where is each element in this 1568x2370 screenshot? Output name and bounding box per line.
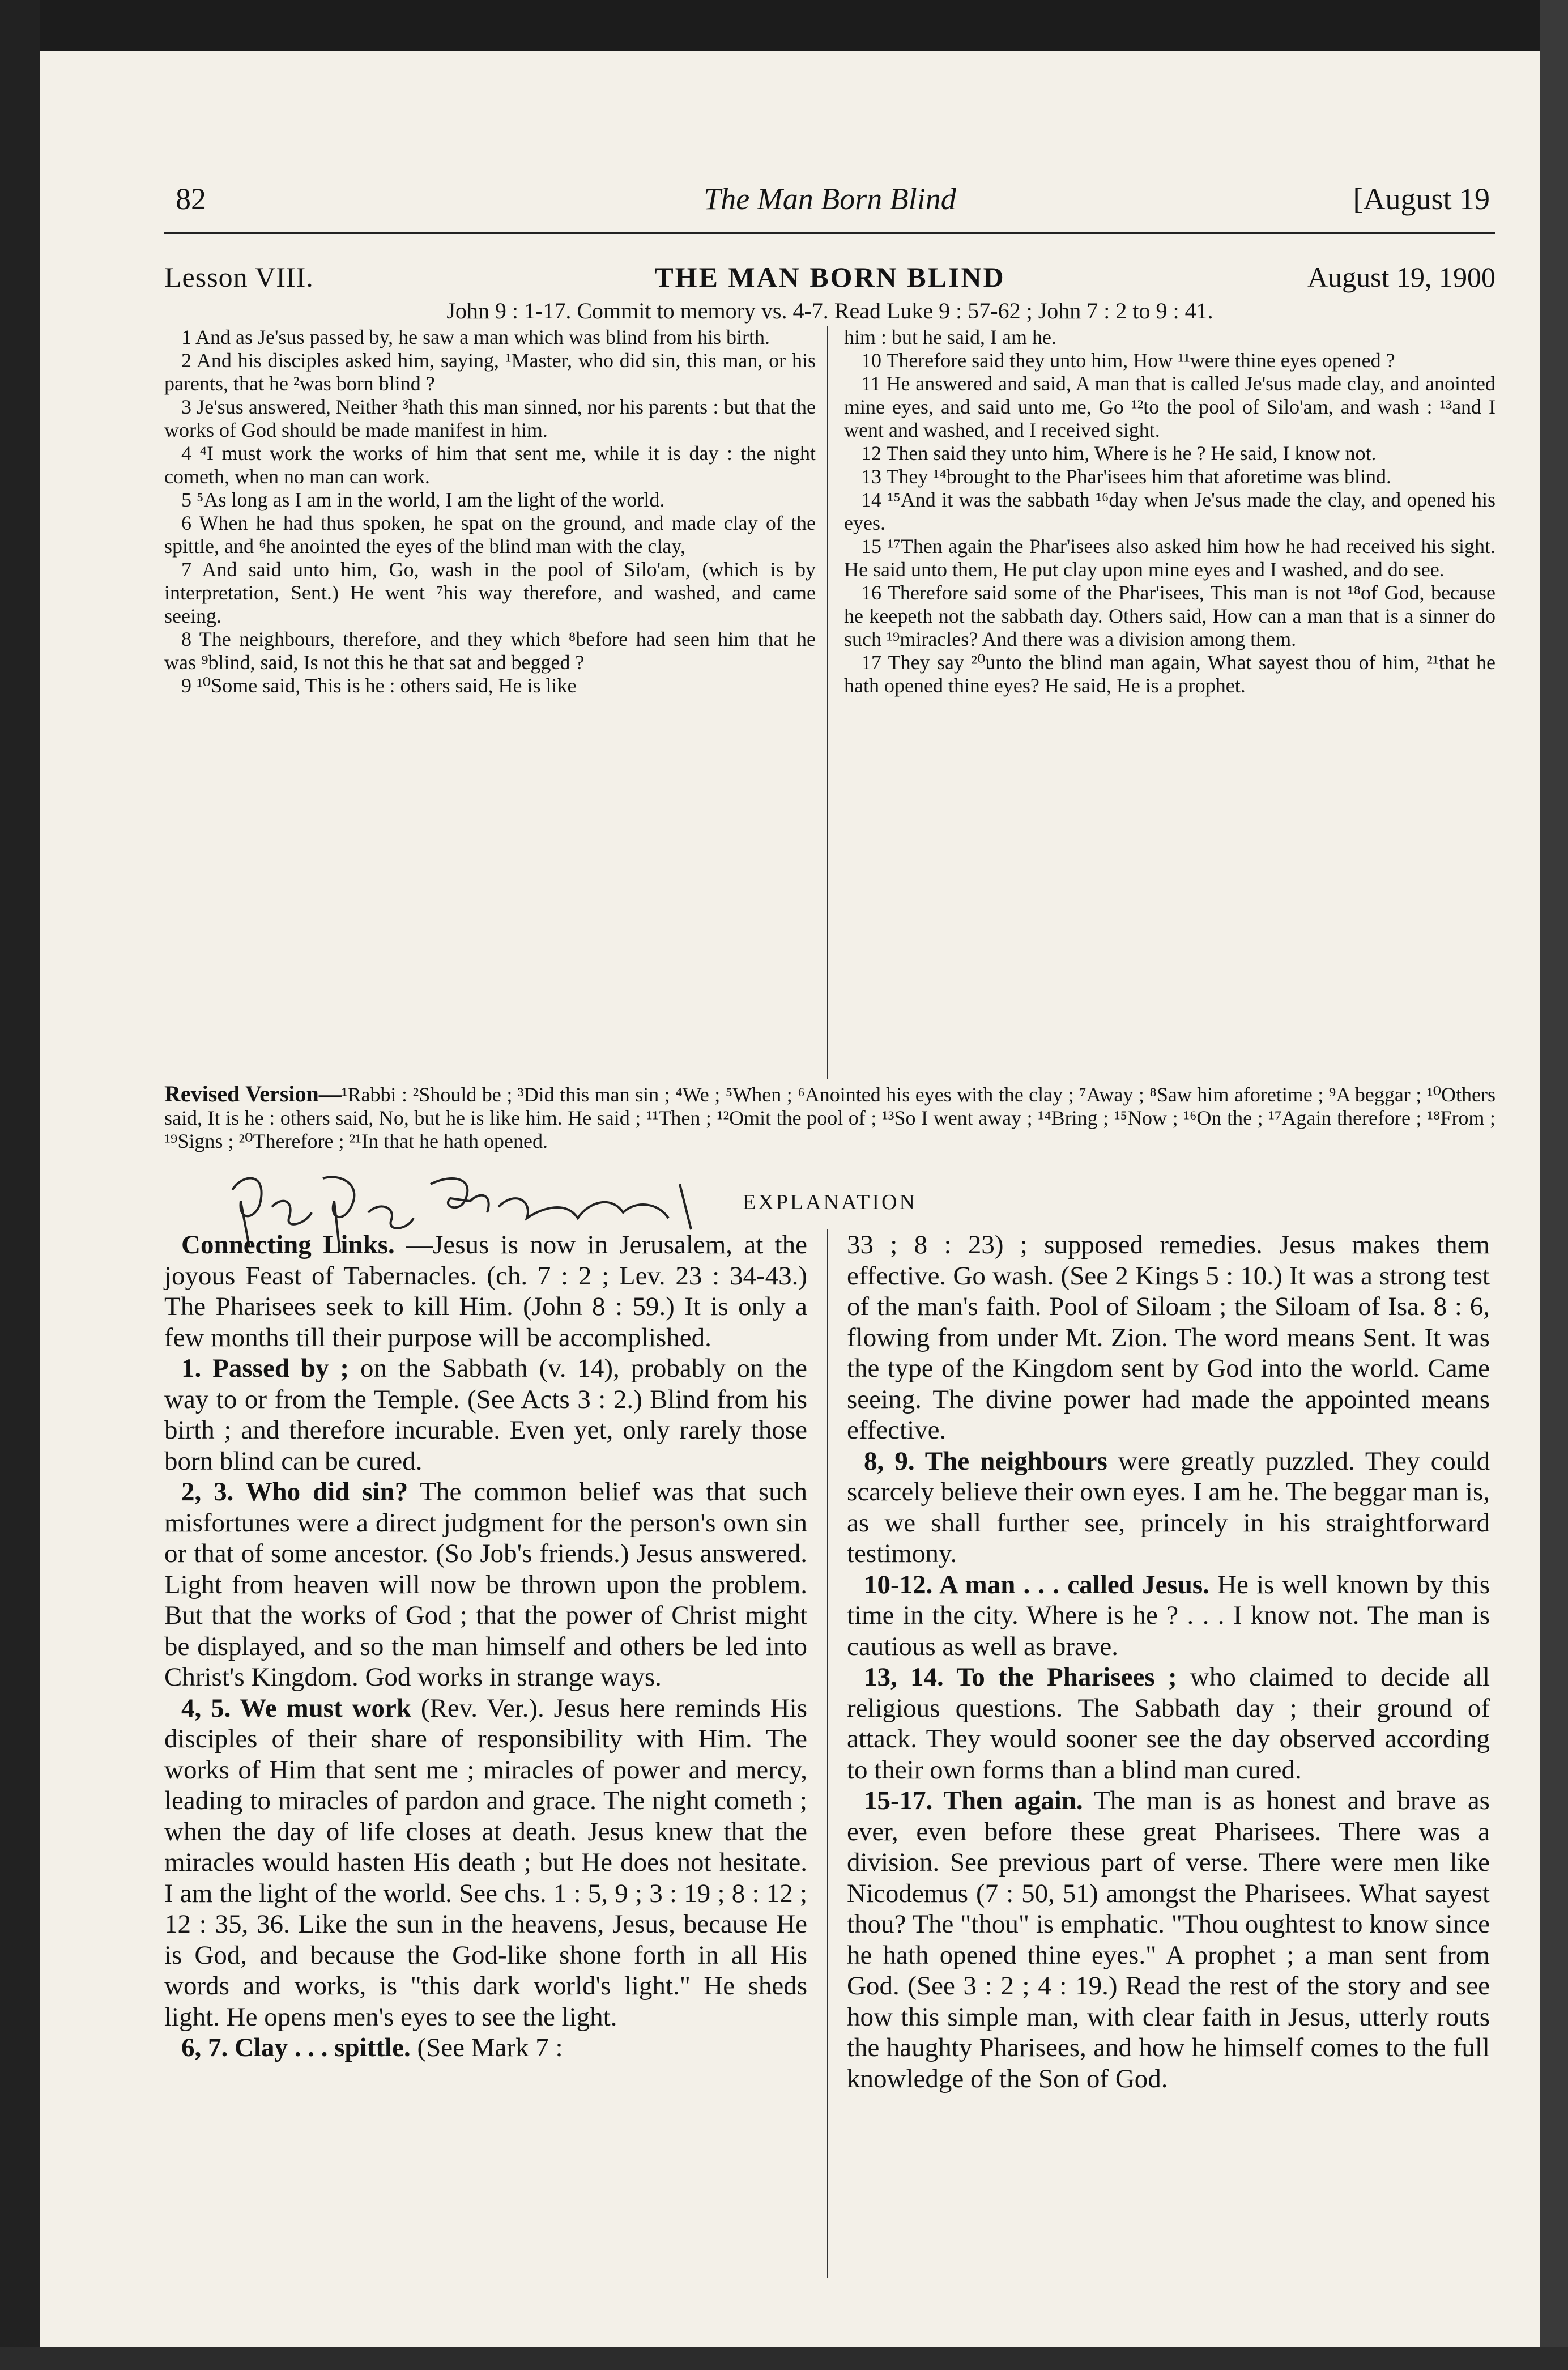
verse: 5 ⁵As long as I am in the world, I am the light of the world. (181, 488, 665, 511)
paragraph-lead: 8, 9. The neighbours (864, 1446, 1107, 1476)
header-rule (164, 232, 1495, 234)
column-divider (827, 326, 828, 1079)
verse: 6 When he had thus spoken, he spat on the ground, and made clay of the spittle, and ⁶he anointed the eyes of the blind man with the clay, (164, 512, 816, 558)
revised-version-notes (164, 1082, 1495, 1153)
scripture-text (164, 326, 1495, 1085)
verse: 1 And as Je'sus passed by, he saw a man which was blind from his birth. (181, 326, 770, 348)
scripture-column-right (844, 326, 1495, 697)
paragraph-lead: Connecting Links. (181, 1230, 395, 1260)
paragraph-lead: 13, 14. To the Pharisees ; (864, 1662, 1177, 1692)
explanation-paragraph: 8, 9. The neighbours were greatly puzzled. They could scarcely believe their own eyes. I am he. The beggar man is, as we shall further see, princely in his straightforward testimony. (847, 1446, 1490, 1568)
running-date: [August 19 (1353, 182, 1490, 216)
lesson-number: Lesson VIII. (164, 261, 314, 293)
verse: him : but he said, I am he. (844, 326, 1056, 348)
explanation-paragraph: 33 ; 8 : 23) ; supposed remedies. Jesus makes them effective. Go wash. (See 2 Kings 5 : 10.) It was a strong test of the man's faith. Pool of Siloam ; the Siloam of Isa. 8 : 6, flowing from under Mt. Zion. The word means Sent. It was the type of the Kingdom sent by God into the world. Came seeing. The divine power had made the appointed means effective. (847, 1230, 1490, 1445)
verse: 2 And his disciples asked him, saying, ¹Master, who did sin, this man, or his parents, that he ²was born blind ? (164, 349, 816, 395)
revised-version-label: Revised Version— (164, 1081, 342, 1107)
scan-border-top (0, 0, 1568, 51)
paragraph-lead: 15-17. Then again. (864, 1786, 1083, 1815)
verse: 10 Therefore said they unto him, How ¹¹were thine eyes opened ? (861, 349, 1395, 372)
explanation-paragraph: 13, 14. To the Pharisees ; who claimed to decide all religious questions. The Sabbath day ; their ground of attack. They would sooner see the day observed according to their own forms than a blind man cured. (847, 1662, 1490, 1785)
verse: 12 Then said they unto him, Where is he ? He said, I know not. (861, 442, 1377, 465)
revised-version-text: ¹Rabbi : ²Should be ; ³Did this man sin ; ⁴We ; ⁵When ; ⁶Anointed his eyes with the clay ; ⁷Away ; ⁸Saw him aforetime ; ⁹A beggar ; ¹⁰Others said, It is he : others said, No, but he is like him. He said ; ¹¹Then ; ¹²Omit the pool of ; ¹³So I went away ; ¹⁴Bring ; ¹⁵Now ; ¹⁶On the ; ¹⁷Again therefore ; ¹⁸From ; ¹⁹Signs ; ²⁰Therefore ; ²¹In that he hath opened. (164, 1083, 1495, 1152)
explanation-paragraph: 10-12. A man . . . called Jesus. He is well known by this time in the city. Where is he ? . . . I know not. The man is cautious as well as brave. (847, 1569, 1490, 1661)
lesson-date: August 19, 1900 (1307, 261, 1495, 293)
verse: 11 He answered and said, A man that is called Je'sus made clay, and anointed mine eyes, and said unto me, Go ¹²to the pool of Silo'am, and wash : ¹³and I went and washed, and I received sight. (844, 372, 1495, 441)
scan-border-bottom (0, 2347, 1568, 2370)
lesson-title: THE MAN BORN BLIND (654, 261, 1005, 293)
explanation-paragraph: 4, 5. We must work (Rev. Ver.). Jesus here reminds His disciples of their share of responsibility with Him. The works of Him that sent me ; miracles of power and mercy, leading to miracles of pardon and grace. The night cometh ; when the day of life closes at death. Jesus knew that the miracles would hasten His death ; but He does not hesitate. I am the light of the world. See chs. 1 : 5, 9 ; 3 : 19 ; 8 : 12 ; 12 : 35, 36. Like the sun in the heavens, Jesus, because He is God, and because the God-like shone forth in all His words and works, is "this dark world's light." He sheds light. He opens men's eyes to see the light. (164, 1693, 808, 2032)
verse: 9 ¹⁰Some said, This is he : others said, He is like (181, 674, 577, 697)
paragraph-lead: 4, 5. We must work (181, 1693, 412, 1723)
verse: 15 ¹⁷Then again the Phar'isees also asked him how he had received his sight. He said unto them, He put clay upon mine eyes and I washed, and do see. (844, 535, 1495, 581)
scripture-column-left (164, 326, 816, 697)
explanation-paragraph: 15-17. Then again. The man is as honest and brave as ever, even before these great Pharisees. There was a division. See previous part of verse. There were men like Nicodemus (7 : 50, 51) amongst the Pharisees. What sayest thou? The "thou" is emphatic. "Thou oughtest to know since he hath opened thine eyes." A prophet ; a man sent from God. (See 3 : 2 ; 4 : 19.) Read the rest of the story and see how this simple man, with clear faith in Jesus, utterly routs the haughty Pharisees, and how he himself comes to the full knowledge of the Son of God. (847, 1786, 1490, 2094)
paragraph-lead: 10-12. A man . . . called Jesus. (864, 1569, 1209, 1599)
verse: 17 They say ²⁰unto the blind man again, What sayest thou of him, ²¹that he hath opened thine eyes? He said, He is a prophet. (844, 651, 1495, 697)
page-number: 82 (176, 182, 206, 216)
explanation-column-right (847, 1229, 1490, 2094)
paragraph-lead: 2, 3. Who did sin? (181, 1477, 408, 1507)
verse: 4 ⁴I must work the works of him that sent me, while it is day : the night cometh, when no man can work. (164, 442, 816, 488)
running-title: The Man Born Blind (704, 182, 956, 216)
explanation-paragraph: 2, 3. Who did sin? The common belief was that such misfortunes were a direct judgment for the person's own sin or that of some ancestor. (So Job's friends.) Jesus answered. Light from heaven will now be thrown upon the problem. But that the works of God ; that the power of Christ might be displayed, and so the man himself and others be led into Christ's Kingdom. God works in strange ways. (164, 1477, 807, 1692)
lesson-header (164, 261, 1495, 295)
paragraph-lead: 1. Passed by ; (181, 1354, 350, 1383)
running-head (164, 181, 1495, 227)
verse: 8 The neighbours, therefore, and they which ⁸before had seen him that he was ⁹blind, said, Is not this he that sat and begged ? (164, 628, 816, 674)
explanation-column-left (164, 1229, 807, 2063)
scan-border-left (0, 0, 40, 2370)
explanation-heading: EXPLANATION (743, 1190, 917, 1214)
explanation-paragraph: Connecting Links. —Jesus is now in Jerusalem, at the joyous Feast of Tabernacles. (ch. 7 : 2 ; Lev. 23 : 34-43.) The Pharisees seek to kill Him. (John 8 : 59.) It is only a few months till their purpose will be accomplished. (164, 1230, 807, 1352)
page (164, 181, 1495, 2278)
column-divider (827, 1229, 828, 2278)
verse: 7 And said unto him, Go, wash in the pool of Silo'am, (which is by interpretation, Sent.) He went ⁷his way therefore, and washed, and came seeing. (164, 558, 816, 627)
memory-line: John 9 : 1-17. Commit to memory vs. 4-7. Read Luke 9 : 57-62 ; John 7 : 2 to 9 : 41. (446, 298, 1213, 324)
verse: 13 They ¹⁴brought to the Phar'isees him that aforetime was blind. (861, 465, 1391, 488)
explanation-text (164, 1229, 1495, 2278)
explanation-paragraph: 1. Passed by ; on the Sabbath (v. 14), probably on the way to or from the Temple. (See Acts 3 : 2.) Blind from his birth ; and therefore incurable. Even yet, only rarely those born blind can be cured. (164, 1354, 808, 1476)
scan-border-right (1540, 0, 1568, 2370)
verse: 14 ¹⁵And it was the sabbath ¹⁶day when Je'sus made the clay, and opened his eyes. (844, 488, 1495, 534)
verse: 3 Je'sus answered, Neither ³hath this man sinned, nor his parents : but that the works of God should be made manifest in him. (164, 395, 816, 441)
paragraph-lead: 6, 7. Clay . . . spittle. (181, 2033, 411, 2062)
verse: 16 Therefore said some of the Phar'isees, This man is not ¹⁸of God, because he keepeth not the sabbath day. Others said, How can a man that is a sinner do such ¹⁹miracles? And there was a division among them. (844, 581, 1495, 650)
explanation-paragraph: 6, 7. Clay . . . spittle. (See Mark 7 : (181, 2033, 563, 2062)
